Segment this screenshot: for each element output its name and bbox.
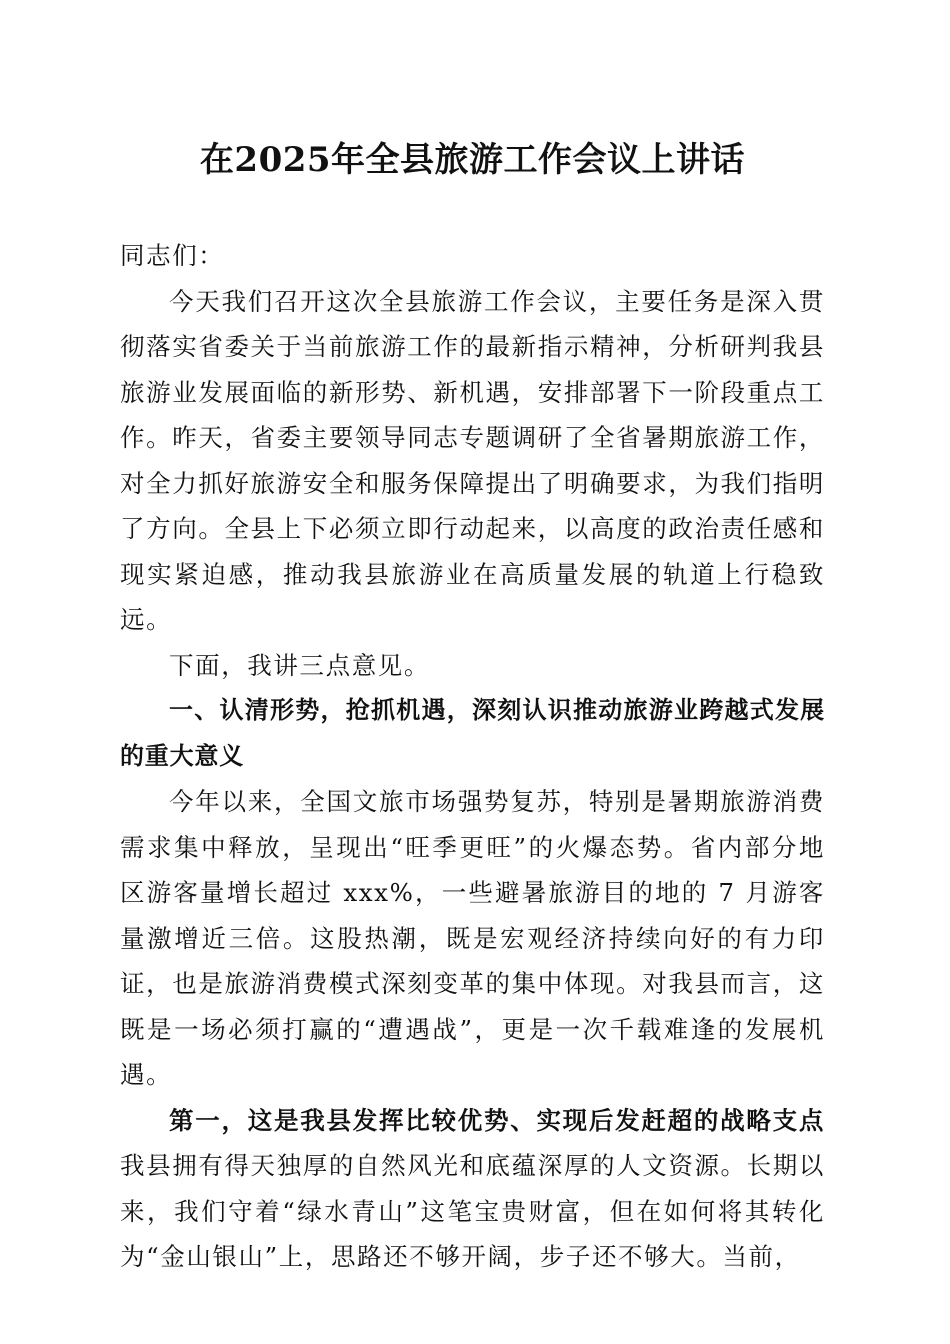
section-heading-1: 一、认清形势，抢抓机遇，深刻认识推动旅游业跨越式发展的重大意义 bbox=[120, 696, 825, 770]
document-title: 在2025年全县旅游工作会议上讲话 bbox=[199, 140, 746, 180]
paragraph-section-1: 今年以来，全国文旅市场强势复苏，特别是暑期旅游消费需求集中释放，呈现出“旺季更旺”的火爆态势。省内部分地区游客量增长超过 xxx%，一些避暑旅游目的地的 7 月游客量激增近三倍。这股热潮，既是宏观经济持续向好的有力印证，也是旅游消费模式深刻变革的集中体现。对我县而言，这既是一场必须打赢的“遭遇战”，更是一次千载难逢的发展机遇。 bbox=[120, 787, 825, 1089]
salutation: 同志们： bbox=[120, 241, 225, 270]
point-heading-1: 第一，这是我县发挥比较优势、实现后发赶超的战略支点 bbox=[169, 1105, 825, 1135]
paragraph-outline: 下面，我讲三点意见。 bbox=[169, 650, 430, 680]
paragraph-intro: 今天我们召开这次全县旅游工作会议，主要任务是深入贯彻落实省委关于当前旅游工作的最新指示精神，分析研判我县旅游业发展面临的新形势、新机遇，安排部署下一阶段重点工作。昨天，省委主要领导同志专题调研了全省暑期旅游工作，对全力抓好旅游安全和服务保障提出了明确要求，为我们指明了方向。全县上下必须立即行动起来，以高度的政治责任感和现实紧迫感，推动我县旅游业在高质量发展的轨道上行稳致远。 bbox=[120, 286, 825, 634]
document-body bbox=[120, 233, 825, 1280]
point-text-1: 我县拥有得天独厚的自然风光和底蕴深厚的人文资源。长期以来，我们守着“绿水青山”这笔宝贵财富，但在如何将其转化为“金山银山”上，思路还不够开阔，步子还不够大。当前， bbox=[120, 1151, 825, 1271]
point-block-1 bbox=[120, 1098, 825, 1280]
